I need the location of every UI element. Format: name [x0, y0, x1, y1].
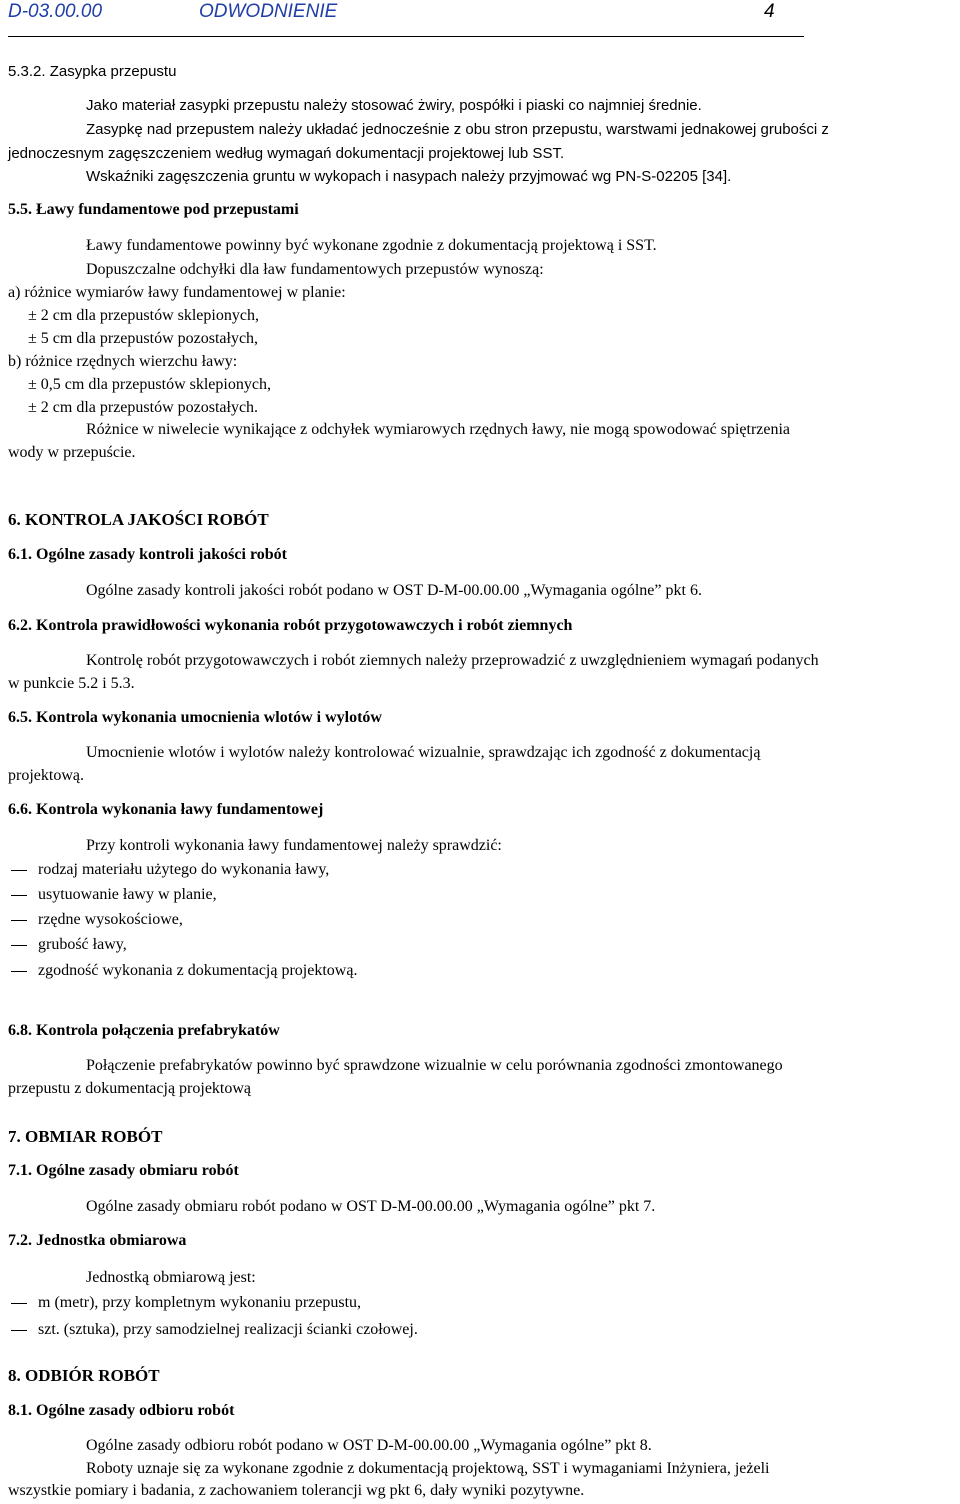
list-item: usytuowanie ławy w planie,: [38, 886, 217, 903]
heading-8: 8. ODBIÓR ROBÓT: [8, 1366, 160, 1385]
heading-6: 6. KONTROLA JAKOŚCI ROBÓT: [8, 510, 269, 529]
page-header: [8, 0, 804, 37]
paragraph-line: wszystkie pomiary i badania, z zachowaniem tolerancji wg pkt 6, dały wyniki pozytywne.: [8, 1482, 585, 1499]
heading-6-6: 6.6. Kontrola wykonania ławy fundamentowej: [8, 801, 324, 818]
paragraph-line: wody w przepuście.: [8, 444, 136, 461]
heading-6-5: 6.5. Kontrola wykonania umocnienia wlotów i wylotów: [8, 709, 382, 726]
paragraph-line: Dopuszczalne odchyłki dla ław fundamentowych przepustów wynoszą:: [86, 261, 544, 278]
list-item: zgodność wykonania z dokumentacją projektową.: [38, 962, 358, 979]
paragraph-line: Jednostką obmiarową jest:: [86, 1269, 256, 1286]
heading-7: 7. OBMIAR ROBÓT: [8, 1127, 163, 1146]
header-title: ODWODNIENIE: [199, 1, 338, 22]
heading-6-8: 6.8. Kontrola połączenia prefabrykatów: [8, 1022, 280, 1039]
page-number: 4: [764, 1, 775, 22]
paragraph-line: Ogólne zasady odbioru robót podano w OST D-M-00.00.00 „Wymagania ogólne” pkt 8.: [86, 1437, 652, 1454]
heading-5-5: 5.5. Ławy fundamentowe pod przepustami: [8, 201, 299, 218]
dash-bullet: [11, 895, 27, 896]
dash-bullet: [11, 1303, 27, 1304]
list-item: rzędne wysokościowe,: [38, 911, 183, 928]
paragraph-line: Jako materiał zasypki przepustu należy stosować żwiry, pospółki i piaski co najmniej średnie.: [86, 97, 702, 114]
dash-bullet: [11, 920, 27, 921]
paragraph-line: Połączenie prefabrykatów powinno być sprawdzone wizualnie w celu porównania zgodności zmontowanego: [86, 1057, 783, 1074]
heading-5-3-2: 5.3.2. Zasypka przepustu: [8, 63, 177, 80]
paragraph-line: Zasypkę nad przepustem należy układać jednocześnie z obu stron przepustu, warstwami jednakowej grubości z: [86, 121, 829, 138]
header-code: D-03.00.00: [8, 1, 103, 22]
paragraph-line: Wskaźniki zagęszczenia gruntu w wykopach i nasypach należy przyjmować wg PN-S-02205 [34].: [86, 168, 732, 185]
dash-bullet: [11, 870, 27, 871]
dash-bullet: [11, 971, 27, 972]
list-item: rodzaj materiału użytego do wykonania ławy,: [38, 861, 330, 878]
paragraph-line: Ogólne zasady kontroli jakości robót podano w OST D-M-00.00.00 „Wymagania ogólne” pkt 6.: [86, 582, 702, 599]
paragraph-line: Umocnienie wlotów i wylotów należy kontrolować wizualnie, sprawdzając ich zgodność z dokumentacją: [86, 744, 761, 761]
list-label-b: b) różnice rzędnych wierzchu ławy:: [8, 353, 238, 370]
paragraph-line: jednoczesnym zagęszczeniem według wymagań dokumentacji projektowej lub SST.: [8, 145, 565, 162]
paragraph-line: w punkcie 5.2 i 5.3.: [8, 675, 135, 692]
paragraph-line: przepustu z dokumentacją projektową: [8, 1080, 252, 1097]
paragraph-line: Ławy fundamentowe powinny być wykonane zgodnie z dokumentacją projektową i SST.: [86, 237, 657, 254]
tolerance-item: ± 2 cm dla przepustów sklepionych,: [28, 307, 259, 324]
list-label-a: a) różnice wymiarów ławy fundamentowej w planie:: [8, 284, 346, 301]
list-item: szt. (sztuka), przy samodzielnej realizacji ścianki czołowej.: [38, 1321, 418, 1338]
paragraph-line: Przy kontroli wykonania ławy fundamentowej należy sprawdzić:: [86, 837, 502, 854]
tolerance-item: ± 2 cm dla przepustów pozostałych.: [28, 399, 259, 416]
tolerance-item: ± 0,5 cm dla przepustów sklepionych,: [28, 376, 271, 393]
tolerance-item: ± 5 cm dla przepustów pozostałych,: [28, 330, 259, 347]
dash-bullet: [11, 945, 27, 946]
heading-6-2: 6.2. Kontrola prawidłowości wykonania robót przygotowawczych i robót ziemnych: [8, 617, 573, 634]
list-item: grubość ławy,: [38, 936, 127, 953]
heading-6-1: 6.1. Ogólne zasady kontroli jakości robót: [8, 546, 287, 563]
paragraph-line: Różnice w niwelecie wynikające z odchyłek wymiarowych rzędnych ławy, nie mogą spowodować spiętrzenia: [86, 421, 791, 438]
paragraph-line: Kontrolę robót przygotowawczych i robót ziemnych należy przeprowadzić z uwzględnieniem wymagań podanych: [86, 652, 819, 669]
heading-8-1: 8.1. Ogólne zasady odbioru robót: [8, 1402, 235, 1419]
paragraph-line: Ogólne zasady obmiaru robót podano w OST D-M-00.00.00 „Wymagania ogólne” pkt 7.: [86, 1198, 656, 1215]
list-item: m (metr), przy kompletnym wykonaniu przepustu,: [38, 1294, 362, 1311]
heading-7-2: 7.2. Jednostka obmiarowa: [8, 1232, 187, 1249]
heading-7-1: 7.1. Ogólne zasady obmiaru robót: [8, 1162, 239, 1179]
dash-bullet: [11, 1330, 27, 1331]
paragraph-line: projektową.: [8, 767, 84, 784]
paragraph-line: Roboty uznaje się za wykonane zgodnie z dokumentacją projektową, SST i wymaganiami Inżyniera, jeżeli: [86, 1460, 770, 1477]
